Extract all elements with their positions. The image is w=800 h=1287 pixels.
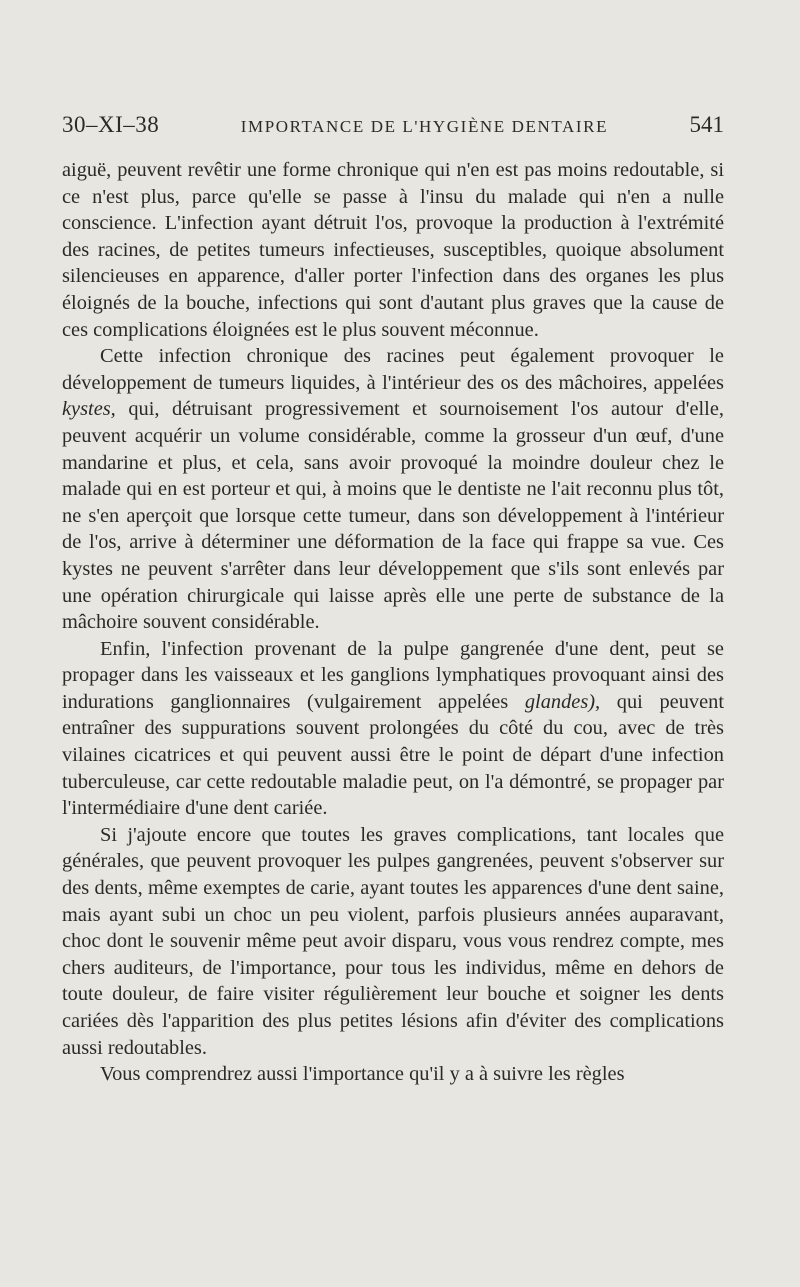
italic-term-glandes: glandes), <box>524 690 601 713</box>
header-date: 30–XI–38 <box>62 112 160 137</box>
paragraph-final: Vous comprendrez aussi l'importance qu'il y a à suivre les règles <box>100 1063 625 1086</box>
italic-term-kystes: kystes, <box>62 398 116 421</box>
paragraph-continuation: aiguë, peuvent revêtir une forme chronique qui n'en est pas moins redoutable, si ce n'est plus, parce qu'elle se passe à l'insu du malade qui n'en a nulle conscience. L'infection ayant détruit l'os, provoque la production à l'extrémité des racines, de petites tumeurs infectieuses, susceptibles, quoique absolument silencieuses en apparence, d'aller porter l'infection dans des organes les plus éloignés de la bouche, infections qui sont d'autant plus graves que la cause de ces complications éloignées est le plus souvent méconnue. <box>62 159 724 341</box>
paragraph-kystes: Cette infection chronique des racines peut également provoquer le développement de tumeurs liquides, à l'intérieur des os des mâchoires, appelées kystes, qui, détruisant progressivement et sournoisement l'os autour d'elle, peuvent acquérir un volume considérable, comme la grosseur d'un œuf, d'une mandarine et plus, et cela, sans avoir provoqué la moindre douleur chez le malade qui en est porteur et qui, à moins que le dentiste ne l'ait reconnu plus tôt, ne s'en aperçoit que lorsque cette tumeur, dans son développement à l'intérieur de l'os, arrive à déterminer une déformation de la face qui frappe sa vue. Ces kystes ne peuvent s'arrêter dans leur développement que s'ils sont enlevés par une opération chirurgicale qui laisse après elle une perte de substance de la mâchoire souvent considérable. <box>62 345 724 634</box>
running-header <box>62 112 724 138</box>
paragraph-complications: Si j'ajoute encore que toutes les graves complications, tant locales que générales, que peuvent provoquer les pulpes gangrenées, peuvent s'observer sur des dents, même exemptes de carie, ayant toutes les apparences d'une dent saine, mais ayant subi un choc un peu violent, parfois plusieurs années auparavant, choc dont le souvenir même peut avoir disparu, vous vous rendrez compte, mes chers auditeurs, de l'importance, pour tous les individus, même en dehors de toute douleur, de faire visiter régulièrement leur bouche et soigner les dents cariées dès l'apparition des plus petites lésions afin d'éviter des complications aussi redoutables. <box>62 823 724 1059</box>
page-number: 541 <box>689 112 724 137</box>
body-text <box>62 157 724 1088</box>
paragraph-ganglions: Enfin, l'infection provenant de la pulpe gangrenée d'une dent, peut se propager dans les vaisseaux et les ganglions lymphatiques provoquant ainsi des indurations ganglionnaires (vulgairement appelées glandes), qui peuvent entraîner des suppurations souvent prolongées du côté du cou, avec de très vilaines cicatrices et qui peuvent aussi être le point de départ d'une infection tuberculeuse, car cette redoutable maladie peut, on l'a démontré, se propager par l'intermédiaire d'une dent cariée. <box>62 637 724 820</box>
running-title: IMPORTANCE DE L'HYGIÈNE DENTAIRE <box>240 117 609 136</box>
